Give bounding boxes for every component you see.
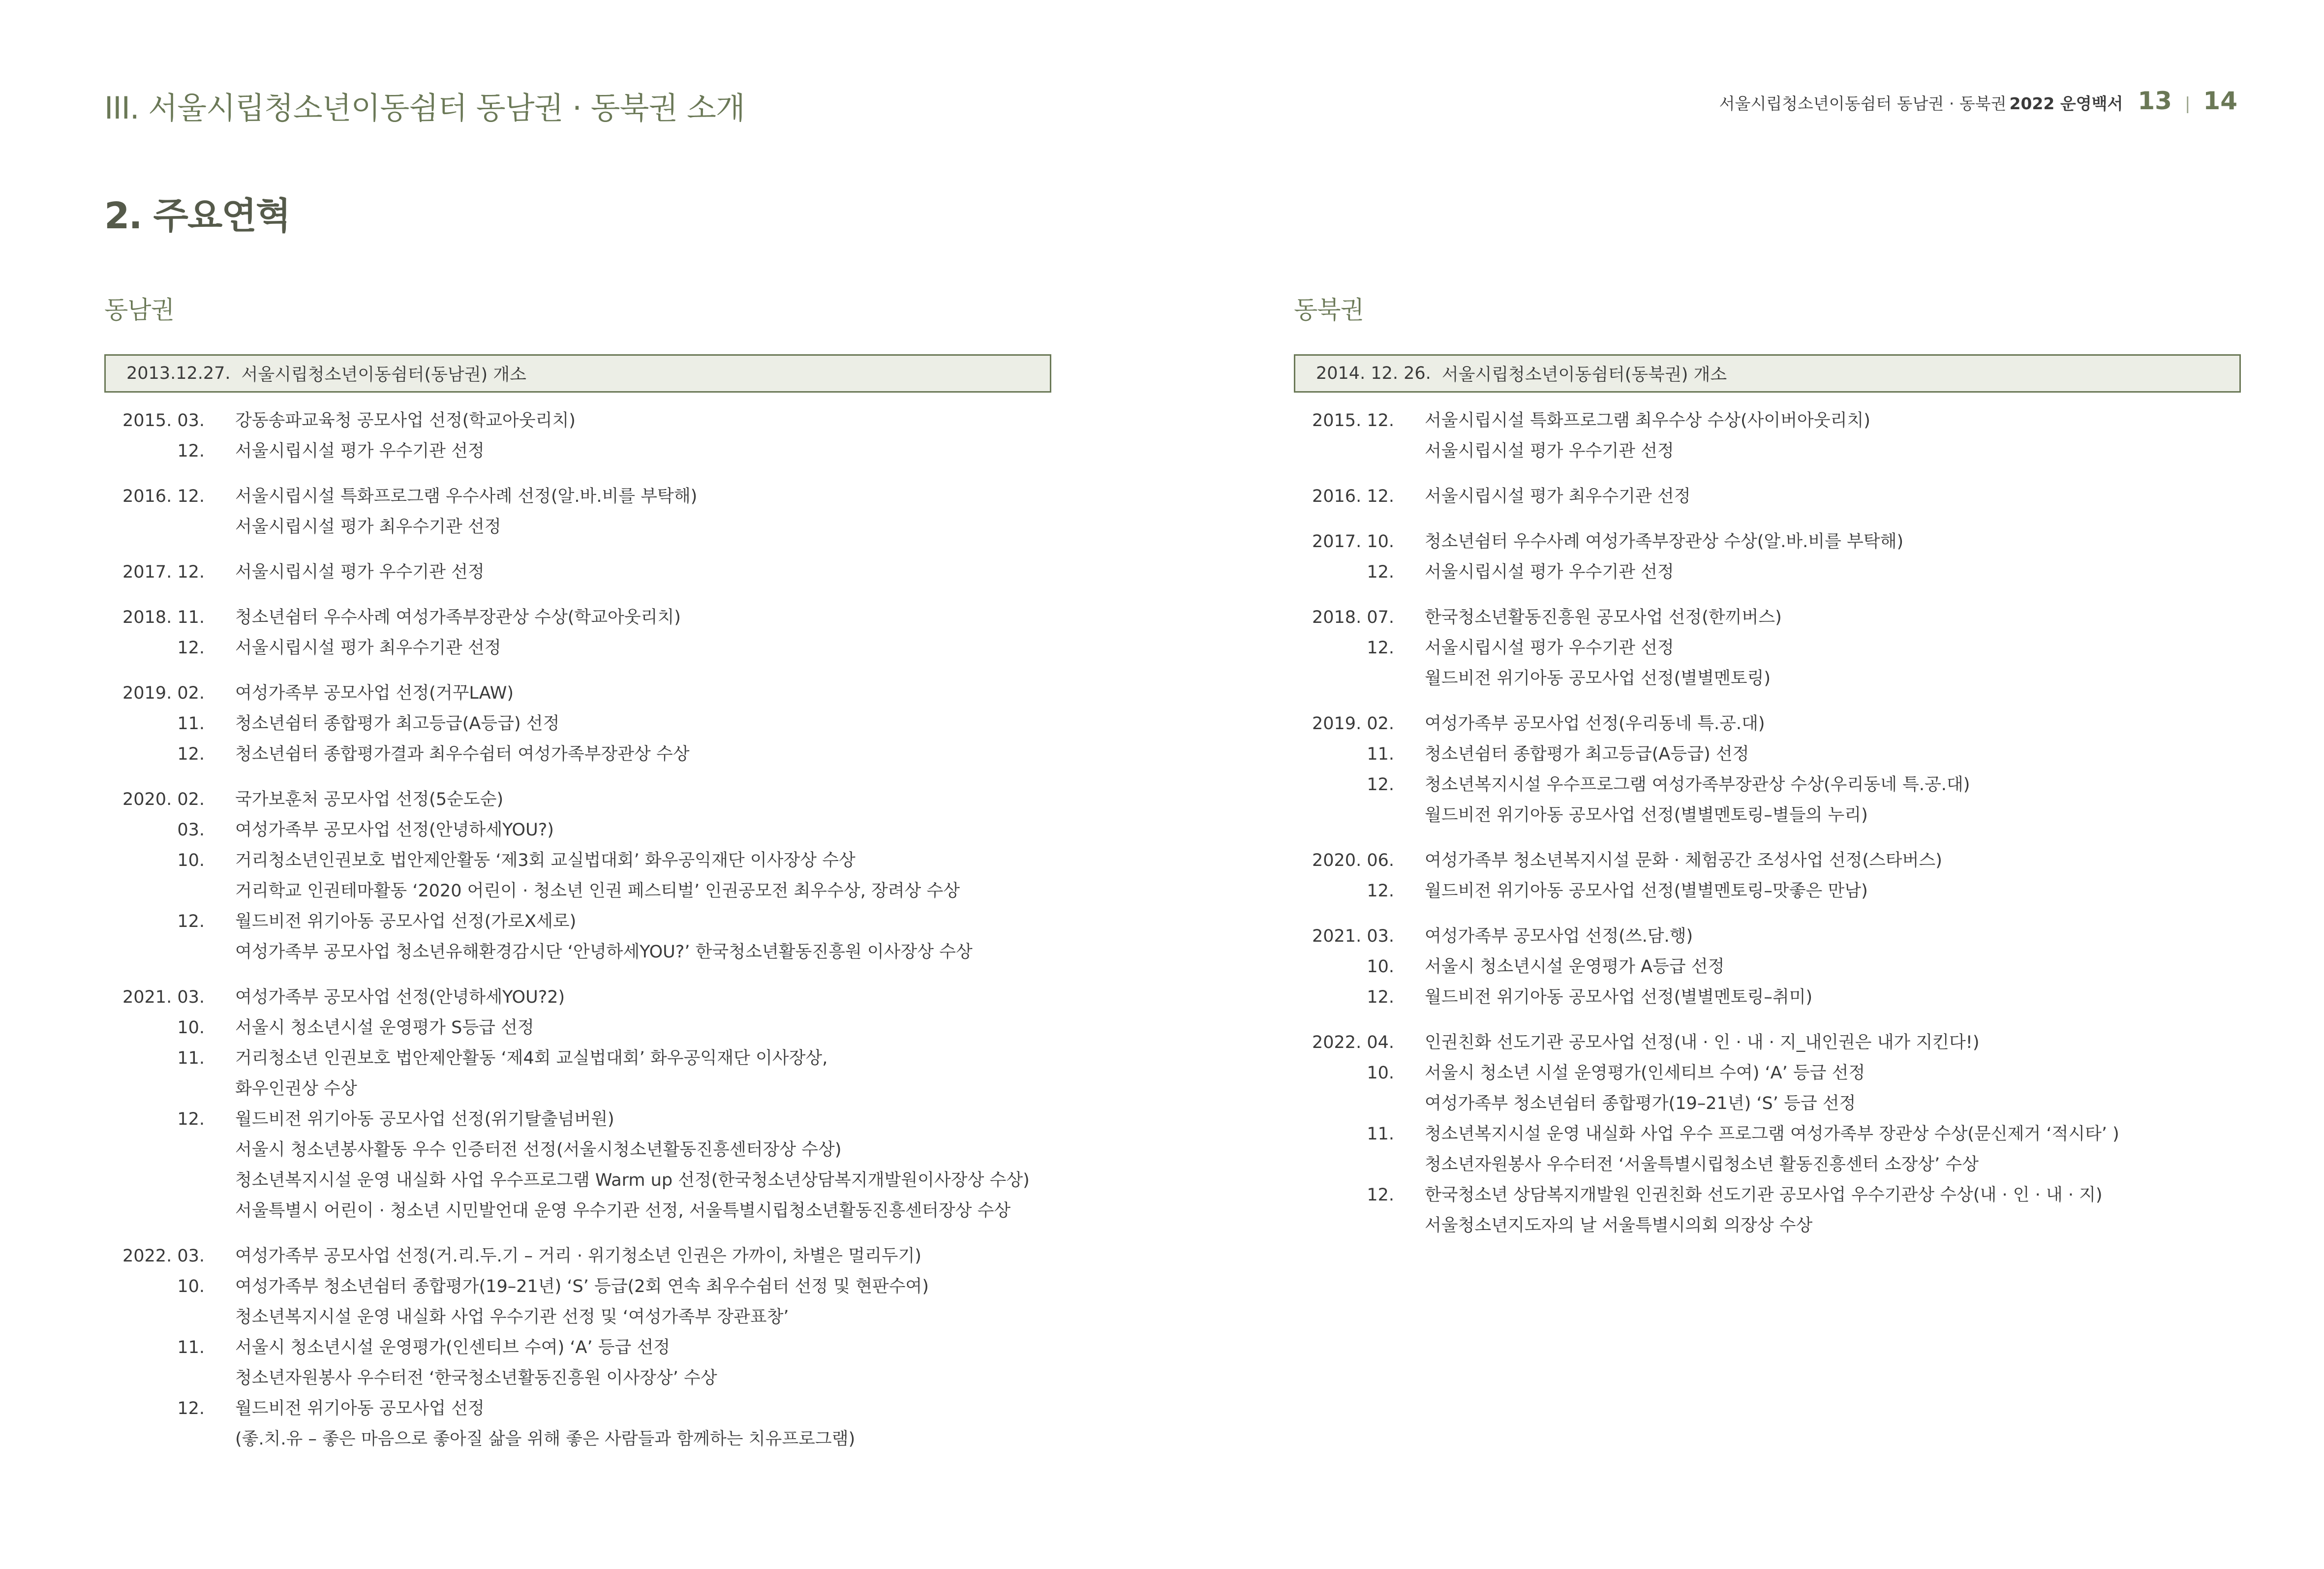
year-group [1294,481,2241,512]
chapter-title: III. 서울시립청소년이동쉼터 동남권 · 동북권 소개 [104,90,745,126]
entry-lines [235,602,1051,633]
entry-lines [235,436,1051,466]
entry-date: 12. [1367,562,1394,582]
entry-date: 11. [177,1048,205,1068]
timeline [1294,405,2241,1241]
entry-text: 서울시 청소년 시설 운영평가(인세티브 수여) ‘A’ 등급 선정 [1425,1063,1865,1083]
entry-lines [1425,557,2241,587]
timeline-entry [1294,708,2241,739]
timeline-entry [104,982,1051,1013]
entry-date: 2020. 06. [1312,851,1394,870]
timeline-entry [1294,1027,2241,1058]
entry-date: 12. [1367,881,1394,901]
entry-text: 서울시립시설 평가 우수기관 선정 [1425,562,1674,582]
running-header [1719,87,2237,115]
entry-date: 2019. 02. [122,683,205,703]
entry-lines [235,405,1051,436]
entry-date: 2021. 03. [122,987,205,1007]
northeast-column [1294,290,2241,1256]
entry-lines [235,845,1051,906]
entry-date: 2015. 03. [122,411,205,431]
entry-lines [235,1104,1051,1226]
year-group [1294,602,2241,694]
entry-text: 서울시 청소년봉사활동 우수 인증터전 선정(서울시청소년활동진흥센터장상 수상) [235,1140,842,1160]
entry-text: 청소년복지시설 운영 내실화 사업 우수프로그램 Warm up 선정(한국청소년상담복지개발원이사장상 수상) [235,1170,1030,1190]
entry-lines [1425,845,2241,876]
entry-text: 청소년쉼터 우수사례 여성가족부장관상 수상(알.바.비를 부탁해) [1425,532,1904,552]
entry-date: 12. [177,638,205,658]
year-group [1294,1027,2241,1241]
entry-text: 한국청소년 상담복지개발원 인권친화 선도기관 공모사업 우수기관상 수상(내 · 인 · 내 · 지) [1425,1185,2103,1205]
entry-lines [1425,921,2241,952]
page-number-left: 13 [2138,87,2172,115]
entry-lines [1425,769,2241,831]
entry-lines [1425,739,2241,769]
entry-lines [235,633,1051,663]
entry-lines [235,481,1051,542]
entry-lines [1425,876,2241,906]
entry-lines [1425,952,2241,982]
timeline-entry [104,708,1051,739]
timeline-entry [1294,602,2241,633]
opening-date: 2014. 12. 26. [1316,364,1431,383]
timeline-entry [104,906,1051,967]
entry-date: 2019. 02. [1312,714,1394,734]
opening-highlight [1294,354,2241,393]
region-title: 동남권 [104,296,174,324]
year-group [104,1241,1051,1454]
year-group [104,602,1051,663]
entry-lines [235,708,1051,739]
entry-lines [1425,982,2241,1013]
entry-text: 서울시립시설 평가 최우수기관 선정 [1425,487,1691,506]
timeline-entry [104,784,1051,815]
timeline-entry [104,845,1051,906]
entry-text: 한국청소년활동진흥원 공모사업 선정(한끼버스) [1425,608,1782,627]
timeline-entry [104,557,1051,587]
entry-text: 여성가족부 공모사업 선정(안녕하세YOU?) [235,820,554,840]
entry-date: 2022. 03. [122,1246,205,1266]
entry-text: 여성가족부 청소년쉼터 종합평가(19–21년) ‘S’ 등급 선정 [1425,1094,1856,1113]
entry-lines [1425,481,2241,512]
entry-text: 인권친화 선도기관 공모사업 선정(내 · 인 · 내 · 지_내인권은 내가 지킨다!) [1425,1033,1980,1052]
entry-lines [1425,405,2241,466]
entry-date: 2022. 04. [1312,1033,1394,1052]
entry-lines [235,678,1051,708]
year-group [104,557,1051,587]
entry-date: 2017. 12. [122,562,205,582]
entry-lines [235,1043,1051,1104]
timeline-entry [1294,845,2241,876]
timeline-entry [1294,982,2241,1013]
timeline-entry [1294,1180,2241,1241]
timeline-entry [104,1104,1051,1226]
timeline-entry [104,1271,1051,1332]
timeline-entry [1294,921,2241,952]
timeline-entry [104,815,1051,845]
entry-date: 12. [1367,638,1394,658]
entry-text: 청소년자원봉사 우수터전 ‘서울특별시립청소년 활동진흥센터 소장상’ 수상 [1425,1155,1979,1174]
entry-date: 12. [1367,775,1394,795]
entry-text: 여성가족부 공모사업 선정(거꾸LAW) [235,683,514,703]
entry-date: 10. [177,1277,205,1296]
timeline [104,405,1051,1454]
entry-text: 청소년자원봉사 우수터전 ‘한국청소년활동진흥원 이사장상’ 수상 [235,1368,717,1388]
entry-lines [1425,633,2241,694]
timeline-entry [1294,739,2241,769]
entry-date: 2016. 12. [1312,487,1394,506]
entry-text: 서울시립시설 특화프로그램 최우수상 수상(사이버아웃리치) [1425,411,1870,431]
page-separator: | [2184,94,2191,114]
timeline-entry [1294,769,2241,831]
entry-text: 청소년복지시설 우수프로그램 여성가족부장관상 수상(우리동네 특.공.대) [1425,775,1970,795]
entry-lines [235,815,1051,845]
entry-date: 11. [177,1338,205,1357]
timeline-entry [104,1241,1051,1271]
entry-date: 11. [177,714,205,734]
entry-date: 12. [177,1399,205,1418]
entry-lines [1425,708,2241,739]
entry-text: 청소년복지시설 운영 내실화 사업 우수 프로그램 여성가족부 장관상 수상(문신제거 ‘적시타’ ) [1425,1124,2119,1144]
entry-text: 월드비전 위기아동 공모사업 선정(별별멘토링–별들의 누리) [1425,805,1868,825]
entry-lines [1425,526,2241,557]
entry-text: 서울시 청소년시설 운영평가(인센티브 수여) ‘A’ 등급 선정 [235,1338,671,1357]
entry-text: 강동송파교육청 공모사업 선정(학교아웃리치) [235,411,576,431]
entry-text: 월드비전 위기아동 공모사업 선정 [235,1399,485,1418]
entry-text: 화우인권상 수상 [235,1079,357,1099]
entry-date: 2016. 12. [122,487,205,506]
timeline-entry [104,739,1051,769]
page-number-right: 14 [2203,87,2237,115]
entry-text: 여성가족부 공모사업 선정(쓰.담.행) [1425,926,1693,946]
entry-lines [1425,1119,2241,1180]
timeline-entry [104,481,1051,542]
timeline-entry [104,633,1051,663]
entry-text: 여성가족부 공모사업 선정(우리동네 특.공.대) [1425,714,1765,734]
entry-lines [1425,1180,2241,1241]
entry-text: 월드비전 위기아동 공모사업 선정(가로X세로) [235,912,577,931]
entry-date: 2018. 07. [1312,608,1394,627]
entry-text: 거리학교 인권테마활동 ‘2020 어린이 · 청소년 인권 페스티벌’ 인권공모전 최우수상, 장려상 수상 [235,881,960,901]
entry-text: 월드비전 위기아동 공모사업 선정(별별멘토링–취미) [1425,987,1813,1007]
entry-text: 월드비전 위기아동 공모사업 선정(별별멘토링–맛좋은 만남) [1425,881,1868,901]
entry-date: 2018. 11. [122,608,205,627]
year-group [1294,845,2241,906]
book-year: 2022 운영백서 [2009,94,2123,113]
book-title: 서울시립청소년이동쉼터 동남권 · 동북권 [1719,94,2007,113]
entry-lines [235,1393,1051,1454]
entry-text: 서울시 청소년시설 운영평가 S등급 선정 [235,1018,534,1038]
timeline-entry [1294,1058,2241,1119]
entry-lines [1425,602,2241,633]
entry-text: 청소년복지시설 운영 내실화 사업 우수기관 선정 및 ‘여성가족부 장관표창’ [235,1307,789,1327]
entry-lines [1425,1058,2241,1119]
entry-date: 12. [177,1109,205,1129]
entry-text: 청소년쉼터 종합평가 최고등급(A등급) 선정 [1425,744,1749,764]
timeline-entry [1294,526,2241,557]
entry-text: 서울특별시 어린이 · 청소년 시민발언대 운영 우수기관 선정, 서울특별시립청소년활동진흥센터장상 수상 [235,1201,1011,1221]
entry-text: 여성가족부 청소년쉼터 종합평가(19–21년) ‘S’ 등급(2회 연속 최우수쉼터 선정 및 현판수여) [235,1277,929,1296]
timeline-entry [104,1332,1051,1393]
entry-text: 서울청소년지도자의 날 서울특별시의회 의장상 수상 [1425,1216,1813,1235]
entry-text: 월드비전 위기아동 공모사업 선정(별별멘토링) [1425,669,1771,688]
entry-text: 서울시립시설 평가 우수기관 선정 [1425,638,1674,658]
entry-lines [235,982,1051,1013]
entry-text: 국가보훈처 공모사업 선정(5순도순) [235,790,504,809]
entry-date: 2021. 03. [1312,926,1394,946]
timeline-entry [1294,952,2241,982]
entry-text: 여성가족부 공모사업 선정(안녕하세YOU?2) [235,987,565,1007]
year-group [1294,708,2241,831]
opening-text: 서울시립청소년이동쉼터(동북권) 개소 [1441,365,1727,385]
entry-lines [235,557,1051,587]
timeline-entry [1294,876,2241,906]
entry-date: 12. [177,744,205,764]
entry-date: 2017. 10. [1312,532,1394,552]
entry-text: 서울시립시설 평가 우수기관 선정 [235,562,485,582]
entry-date: 2015. 12. [1312,411,1394,431]
region-title: 동북권 [1294,296,1364,324]
entry-lines [235,1013,1051,1043]
entry-text: 청소년쉼터 종합평가결과 최우수쉼터 여성가족부장관상 수상 [235,744,690,764]
year-group [1294,526,2241,587]
year-group [104,481,1051,542]
entry-date: 2020. 02. [122,790,205,809]
entry-text: 서울시립시설 평가 최우수기관 선정 [235,517,501,537]
year-group [104,982,1051,1226]
entry-text: 거리청소년 인권보호 법안제안활동 ‘제4회 교실법대회’ 화우공익재단 이사장상, [235,1048,828,1068]
entry-text: 서울시립시설 평가 우수기관 선정 [235,441,485,461]
entry-date: 12. [1367,1185,1394,1205]
entry-text: 서울시립시설 평가 우수기관 선정 [1425,441,1674,461]
southeast-column [104,290,1051,1469]
entry-text: 서울시립시설 특화프로그램 우수사례 선정(알.바.비를 부탁해) [235,487,698,506]
entry-text: 서울시 청소년시설 운영평가 A등급 선정 [1425,957,1725,977]
entry-text: 서울시립시설 평가 최우수기관 선정 [235,638,501,658]
entry-text: 여성가족부 청소년복지시설 문화 · 체험공간 조성사업 선정(스타버스) [1425,851,1942,870]
entry-date: 12. [177,441,205,461]
entry-lines [235,1241,1051,1271]
entry-date: 10. [1367,957,1394,977]
timeline-entry [1294,481,2241,512]
year-group [104,405,1051,466]
timeline-entry [104,1013,1051,1043]
timeline-entry [1294,557,2241,587]
timeline-entry [1294,405,2241,466]
timeline-entry [1294,633,2241,694]
entry-date: 11. [1367,1124,1394,1144]
entry-date: 03. [177,820,205,840]
entry-text: 청소년쉼터 종합평가 최고등급(A등급) 선정 [235,714,560,734]
entry-lines [235,739,1051,769]
timeline-entry [104,1043,1051,1104]
entry-text: 거리청소년인권보호 법안제안활동 ‘제3회 교실법대회’ 화우공익재단 이사장상 수상 [235,851,856,870]
year-group [104,784,1051,967]
entry-text: 청소년쉼터 우수사례 여성가족부장관상 수상(학교아웃리치) [235,608,681,627]
entry-date: 12. [177,912,205,931]
timeline-entry [104,405,1051,436]
entry-text: 여성가족부 공모사업 청소년유해환경감시단 ‘안녕하세YOU?’ 한국청소년활동진흥원 이사장상 수상 [235,942,973,962]
entry-lines [1425,1027,2241,1058]
year-group [1294,405,2241,466]
entry-date: 10. [1367,1063,1394,1083]
timeline-entry [1294,1119,2241,1180]
entry-text: 여성가족부 공모사업 선정(거.리.두.기 – 거리 · 위기청소년 인권은 가까이, 차별은 멀리두기) [235,1246,922,1266]
entry-text: (좋.치.유 – 좋은 마음으로 좋아질 삶을 위해 좋은 사람들과 함께하는 치유프로그램) [235,1429,856,1449]
timeline-entry [104,436,1051,466]
entry-date: 11. [1367,744,1394,764]
entry-date: 10. [177,851,205,870]
section-title: 2. 주요연혁 [104,195,290,237]
entry-lines [235,784,1051,815]
timeline-entry [104,1393,1051,1454]
year-group [1294,921,2241,1013]
opening-date: 2013.12.27. [126,364,231,383]
entry-date: 10. [177,1018,205,1038]
entry-date: 12. [1367,987,1394,1007]
entry-lines [235,1271,1051,1332]
opening-text: 서울시립청소년이동쉼터(동남권) 개소 [241,365,526,385]
year-group [104,678,1051,769]
timeline-entry [104,678,1051,708]
timeline-entry [104,602,1051,633]
entry-text: 월드비전 위기아동 공모사업 선정(위기탈출넘버원) [235,1109,614,1129]
entry-lines [235,1332,1051,1393]
entry-lines [235,906,1051,967]
opening-highlight [104,354,1051,393]
